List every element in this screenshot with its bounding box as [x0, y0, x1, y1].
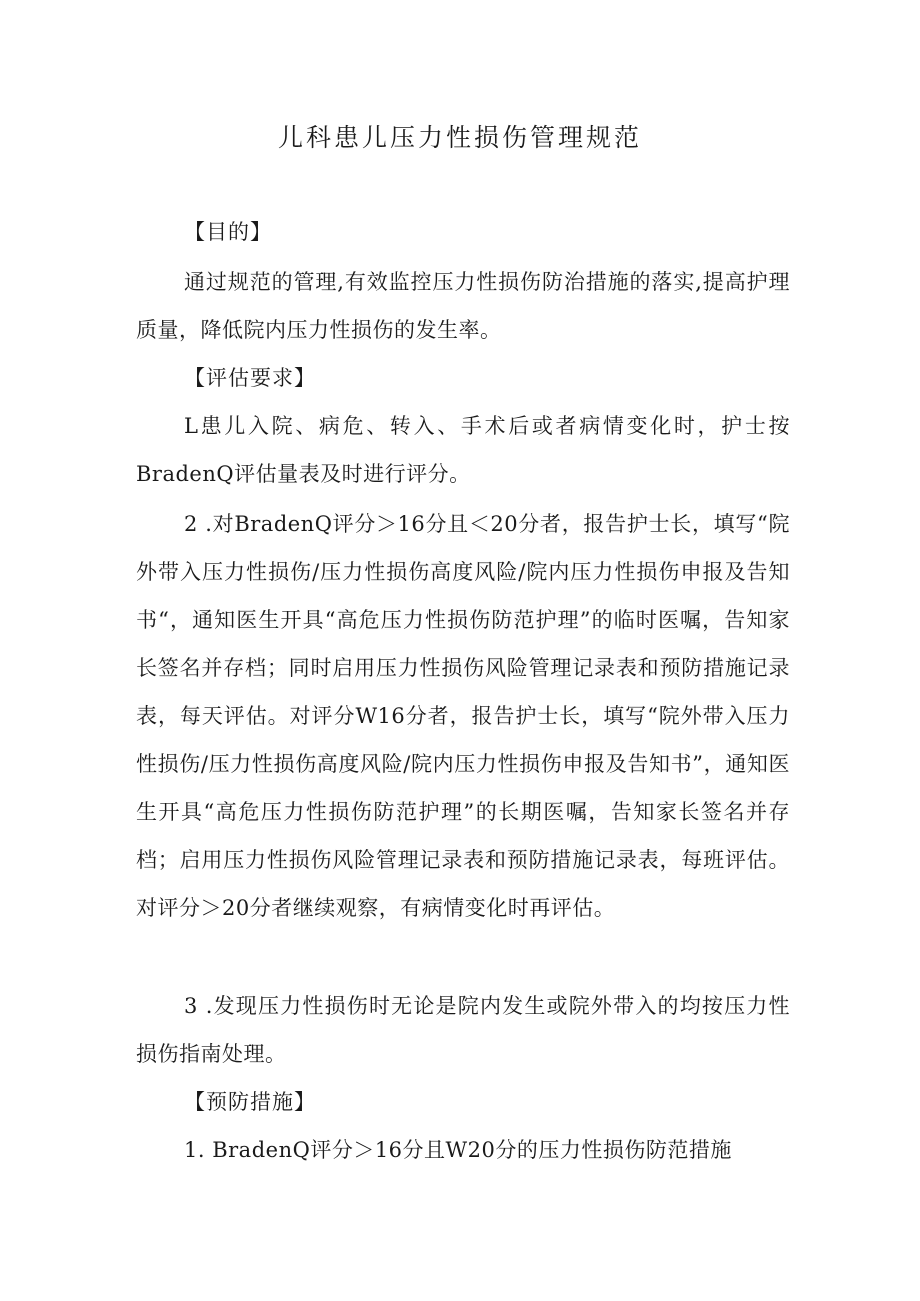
page-title: 儿科患儿压力性损伤管理规范 — [277, 123, 642, 152]
prevention-heading: 【预防措施】 — [184, 1090, 316, 1114]
assessment-heading: 【评估要求】 — [184, 366, 316, 390]
purpose-heading: 【目的】 — [184, 220, 272, 244]
assessment-item-3: 3 .发现压力性损伤时无论是院内发生或院外带入的均按压力性损伤指南处理。 — [136, 994, 790, 1066]
assessment-item-1: L患儿入院、病危、转入、手术后或者病情变化时，护士按BradenQ评估量表及时进行评分。 — [136, 414, 790, 486]
purpose-paragraph: 通过规范的管理,有效监控压力性损伤防治措施的落实,提高护理质量，降低院内压力性损伤的发生率。 — [136, 270, 790, 342]
prevention-item-1: 1. BradenQ评分＞16分且W20分的压力性损伤防范措施 — [184, 1138, 732, 1162]
assessment-item-2: 2 .对BradenQ评分＞16分且＜20分者，报告护士长，填写“院外带入压力性损伤/压力性损伤高度风险/院内压力性损伤申报及告知书“，通知医生开具“高危压力性损伤防范护理”的临时医嘱，告知家长签名并存档；同时启用压力性损伤风险管理记录表和预防措施记录表，每天评估。对评分W16分者，报告护士长，填写“院外带入压力性损伤/压力性损伤高度风险/院内压力性损伤申报及告知书”，通知医生开具“高危压力性损伤防范护理”的长期医嘱，告知家长签名并存档；启用压力性损伤风险管理记录表和预防措施记录表，每班评估。对评分＞20分者继续观察，有病情变化时再评估。 — [136, 512, 790, 920]
